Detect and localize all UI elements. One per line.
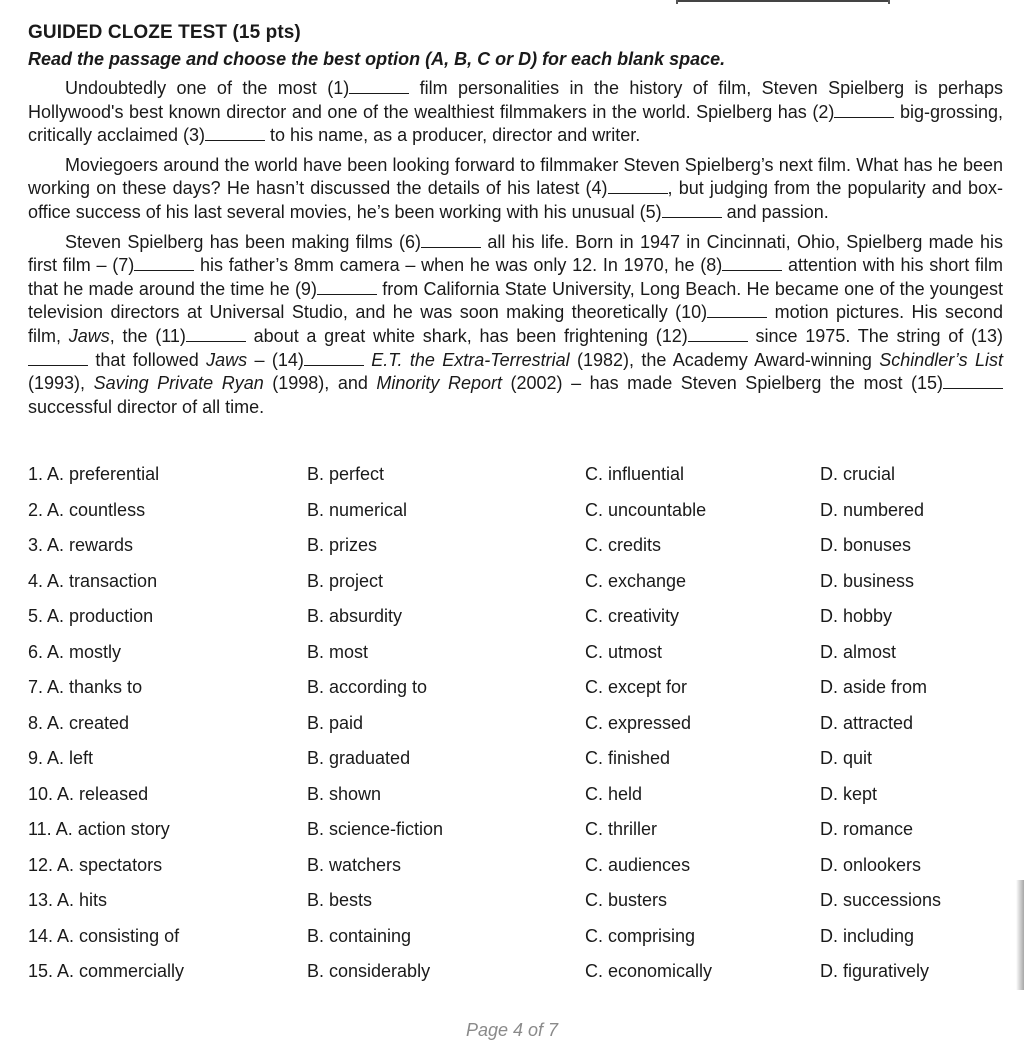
option-d[interactable]: D. romance (820, 819, 914, 839)
option-b[interactable]: B. considerably (307, 961, 431, 981)
page-number: Page 4 of 7 (465, 1020, 559, 1040)
option-d[interactable]: D. kept (820, 783, 878, 804)
option-a[interactable]: 10. A. released (28, 783, 149, 804)
option-b[interactable]: B. containing (307, 925, 412, 946)
option-a[interactable]: 13. A. hits (28, 890, 108, 910)
option-d[interactable]: D. crucial (820, 464, 896, 484)
option-a[interactable]: 11. A. action story (28, 819, 170, 839)
option-d[interactable]: D. quit (820, 748, 873, 768)
option-d[interactable]: D. onlookers (820, 854, 922, 875)
answer-blank[interactable] (304, 351, 364, 366)
passage-paragraph-2 (28, 154, 1003, 225)
passage-text: about a great white shark, has been frightening (12) (245, 325, 688, 346)
option-a[interactable]: 14. A. consisting of (28, 925, 180, 946)
passage-text: , but judging from the popularity and box-office success of his last several movies, he’s been working with his unusual (5) (28, 178, 1003, 222)
option-c[interactable]: C. except for (585, 677, 688, 697)
option-c[interactable]: C. economically (585, 961, 713, 981)
question-row (28, 784, 1003, 820)
passage-text: that followed (88, 349, 207, 370)
italic-title: E.T. the Extra-Terrestrial (371, 349, 570, 370)
option-a[interactable]: 6. A. mostly (28, 641, 122, 662)
option-d[interactable]: D. aside from (820, 677, 928, 697)
passage-text: (1982), the Academy Award-winning (569, 349, 880, 370)
option-c[interactable]: C. creativity (585, 606, 680, 626)
answer-blank[interactable] (317, 280, 377, 295)
passage-text: and passion. (721, 201, 829, 222)
option-b[interactable]: B. most (307, 641, 369, 662)
option-d[interactable]: D. hobby (820, 606, 893, 626)
option-a[interactable]: 15. A. commercially (28, 961, 185, 981)
option-c[interactable]: C. finished (585, 748, 671, 768)
passage-text: successful director of all time. (28, 396, 265, 417)
passage-text: Steven Spielberg has been making films (6) (65, 231, 422, 252)
option-b[interactable]: B. perfect (307, 464, 385, 484)
option-c[interactable]: C. audiences (585, 854, 691, 875)
italic-title: Minority Report (376, 373, 502, 394)
passage-paragraph-1 (28, 77, 1003, 148)
answer-blank[interactable] (349, 79, 409, 94)
reading-passage (28, 77, 1003, 425)
passage-text: his father’s 8mm camera – when he was only 12. In 1970, he (8) (194, 255, 723, 276)
option-c[interactable]: C. busters (585, 890, 668, 910)
question-row (28, 642, 1003, 678)
option-c[interactable]: C. utmost (585, 641, 663, 662)
option-a[interactable]: 2. A. countless (28, 499, 146, 520)
question-row (28, 606, 1003, 642)
option-a[interactable]: 9. A. left (28, 748, 94, 768)
option-d[interactable]: D. including (820, 925, 915, 946)
passage-text: from California State University, Long Beach. He became one of the youngest television directors at Universal Studio, and he was soon making theoretically (10) (28, 278, 1003, 323)
option-b[interactable]: B. paid (307, 712, 364, 733)
test-instruction: Read the passage and choose the best option (A, B, C or D) for each blank space. (28, 49, 726, 69)
passage-text: , the (11) (109, 325, 186, 346)
option-b[interactable]: B. prizes (307, 535, 378, 555)
option-c[interactable]: C. uncountable (585, 499, 707, 520)
option-d[interactable]: D. almost (820, 641, 897, 662)
answer-blank[interactable] (722, 256, 782, 271)
test-title: GUIDED CLOZE TEST (15 pts) (28, 22, 301, 43)
option-a[interactable]: 5. A. production (28, 606, 154, 626)
answer-blank[interactable] (28, 351, 88, 366)
option-d[interactable]: D. numbered (820, 499, 925, 520)
passage-text: Undoubtedly one of the most (1) (65, 78, 350, 98)
italic-title: Saving Private Ryan (93, 373, 264, 394)
answer-blank[interactable] (186, 327, 246, 342)
option-a[interactable]: 7. A. thanks to (28, 677, 143, 697)
option-b[interactable]: B. numerical (307, 499, 408, 520)
answer-blank[interactable] (707, 303, 767, 318)
option-d[interactable]: D. figuratively (820, 961, 930, 981)
passage-text: to his name, as a producer, director and writer. (265, 125, 641, 146)
passage-paragraph-3 (28, 231, 1003, 420)
passage-text: (2002) – has made Steven Spielberg the most (15) (501, 373, 943, 394)
italic-title: Jaws (68, 325, 110, 346)
answer-blank[interactable] (134, 256, 194, 271)
option-d[interactable]: D. attracted (820, 712, 914, 733)
option-b[interactable]: B. project (307, 570, 384, 591)
answer-blank[interactable] (943, 374, 1003, 389)
italic-title: Schindler’s List (879, 349, 1003, 370)
option-a[interactable]: 8. A. created (28, 712, 130, 733)
top-tick-mark (888, 0, 890, 4)
option-b[interactable]: B. absurdity (307, 606, 403, 626)
question-row (28, 464, 1003, 500)
question-row (28, 961, 1003, 997)
top-tick-mark (676, 0, 678, 4)
answer-blank[interactable] (421, 233, 481, 248)
question-row (28, 713, 1003, 749)
option-a[interactable]: 3. A. rewards (28, 535, 134, 555)
question-row (28, 500, 1003, 536)
option-c[interactable]: C. influential (585, 464, 685, 484)
option-d[interactable]: D. bonuses (820, 535, 912, 555)
question-row (28, 748, 1003, 784)
passage-text: (1993), (28, 373, 94, 394)
answer-blank[interactable] (662, 203, 722, 218)
option-b[interactable]: B. bests (307, 890, 373, 910)
option-b[interactable]: B. watchers (307, 854, 402, 875)
question-row (28, 819, 1003, 855)
page-edge-shadow (1016, 880, 1024, 990)
question-row (28, 890, 1003, 926)
question-row (28, 571, 1003, 607)
option-c[interactable]: C. held (585, 783, 643, 804)
question-row (28, 535, 1003, 571)
option-b[interactable]: B. science-fiction (307, 819, 444, 839)
answer-options-list (28, 464, 1003, 997)
question-row (28, 926, 1003, 962)
option-b[interactable]: B. graduated (307, 748, 411, 768)
option-a[interactable]: 1. A. preferential (28, 464, 160, 484)
option-c[interactable]: C. thriller (585, 819, 658, 839)
passage-text: (1998), and (263, 373, 377, 394)
option-d[interactable]: D. successions (820, 890, 942, 910)
option-a[interactable]: 12. A. spectators (28, 854, 163, 875)
passage-text: since 1975. The string of (13) (747, 325, 1003, 346)
option-c[interactable]: C. expressed (585, 712, 692, 733)
option-a[interactable]: 4. A. transaction (28, 570, 158, 591)
passage-text: attention with his short film that he made around the time he (9) (28, 255, 1003, 299)
top-divider-line (676, 0, 890, 2)
question-row (28, 677, 1003, 713)
passage-text: motion pictures. His second film, (28, 302, 1003, 346)
answer-blank[interactable] (688, 327, 748, 342)
passage-text: Moviegoers around the world have been looking forward to filmmaker Steven Spielberg’s next film. What has he been working on these days? He hasn’t discussed the details of his latest (4) (28, 154, 1003, 199)
passage-text: film personalities in the history of film, Steven Spielberg is perhaps Hollywood's best known director and one of the wealthiest filmmakers in the world. Spielberg has (2) (28, 78, 1003, 122)
italic-title: Jaws (206, 349, 248, 370)
answer-blank[interactable] (608, 179, 668, 194)
option-c[interactable]: C. credits (585, 535, 662, 555)
answer-blank[interactable] (205, 126, 265, 141)
option-c[interactable]: C. comprising (585, 925, 696, 946)
question-row (28, 855, 1003, 891)
passage-text: all his life. Born in 1947 in Cincinnati, Ohio, Spielberg made his first film – (7) (28, 231, 1003, 276)
passage-text: – (14) (247, 349, 304, 370)
option-b[interactable]: B. according to (307, 677, 428, 697)
option-b[interactable]: B. shown (307, 783, 382, 804)
passage-text: big-grossing, critically acclaimed (3) (28, 101, 1003, 146)
answer-blank[interactable] (834, 103, 894, 118)
option-d[interactable]: D. business (820, 570, 915, 591)
option-c[interactable]: C. exchange (585, 570, 687, 591)
